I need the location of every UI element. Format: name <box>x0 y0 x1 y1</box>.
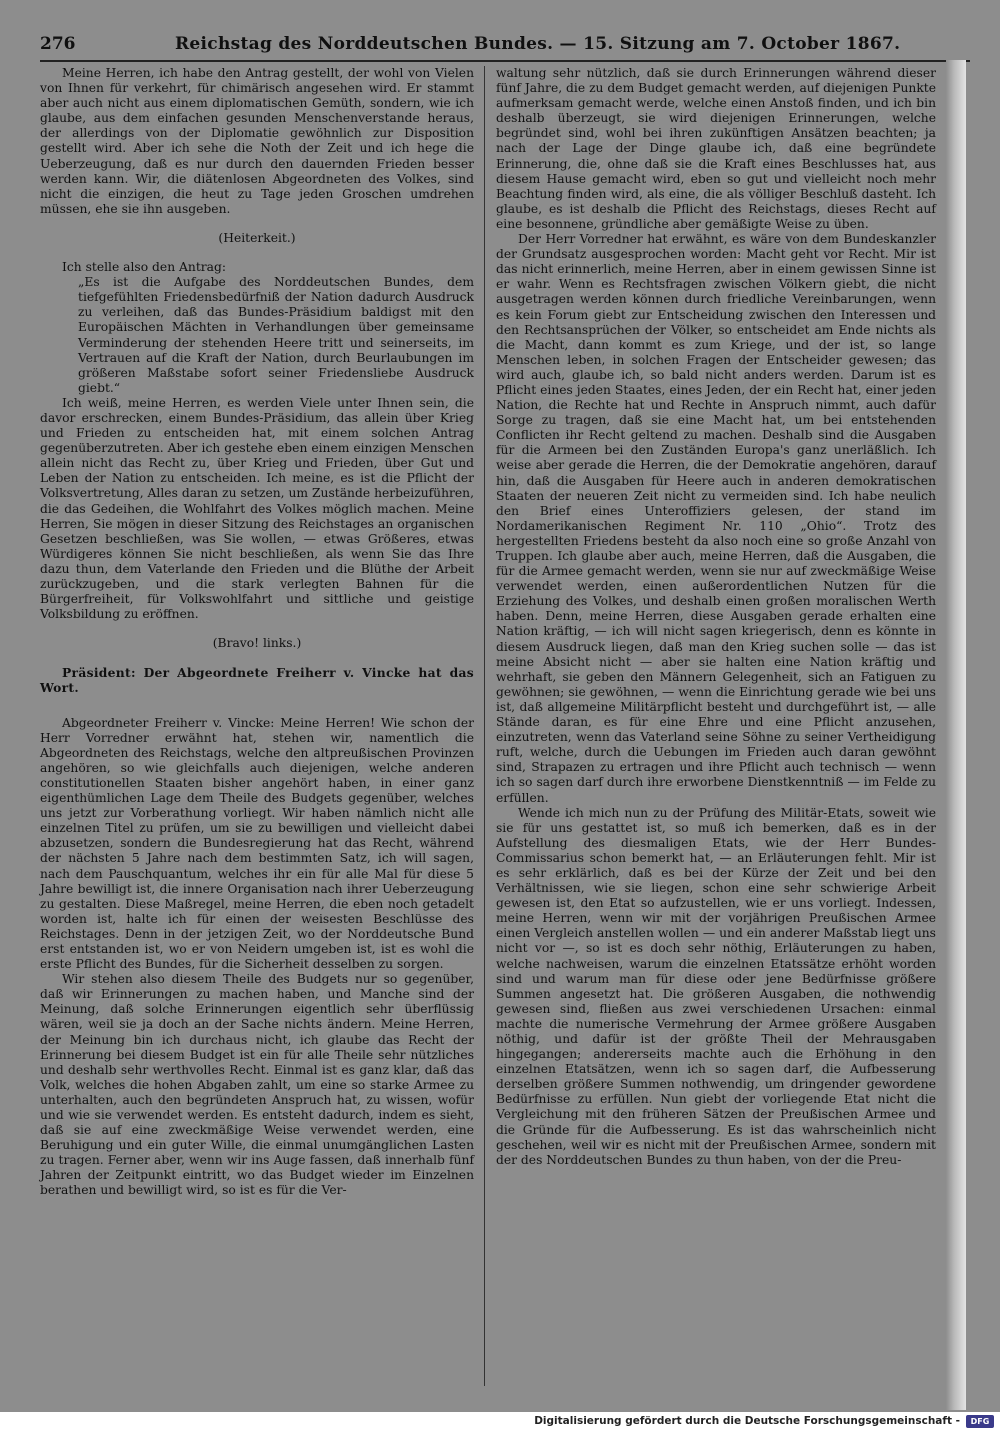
paragraph: Ich stelle also den Antrag: <box>62 260 226 275</box>
paragraph: Wir stehen also diesem Theile des Budgets nur so gegenüber, daß wir Erinnerungen zu machen haben, und Manche sind der Meinung, daß solche Erinnerungen eigentlich sehr überflüssig wären, weil sie ja doch an der Sache nichts ändern. Meine Herren, der Meinung bin ich durchaus nicht, ich glaube das Recht der Erinnerung bei diesem Budget ist ein für alle Theile sehr nützliches und deshalb sehr werthvolles Recht. Einmal ist es ganz klar, daß das Volk, welches die hohen Abgaben zahlt, um eine so starke Armee zu unterhalten, auch den begründeten Anspruch hat, zu wissen, wofür und wie sie verwendet werden. Es entsteht dadurch, indem es sieht, daß sie auf eine zweckmäßige Weise verwendet werden, eine Beruhigung und ein guter Wille, die einmal unumgänglichen Lasten zu tragen. Ferner aber, wenn wir ins Auge fassen, daß innerhalb fünf Jahren der Zeitpunkt eintritt, wo das Budget wieder im Einzelnen berathen und bewilligt wird, so ist es für die Ver- <box>40 972 474 1198</box>
president-statement: Präsident: Der Abgeordnete Freiherr v. Vincke hat das Wort. <box>40 665 474 696</box>
footer-credit: Digitalisierung gefördert durch die Deutsche Forschungsgemeinschaft - <box>534 1415 960 1427</box>
page-number: 276 <box>40 34 76 54</box>
paragraph: Meine Herren, ich habe den Antrag gestellt, der wohl von Vielen von Ihnen für verkehrt, für chimärisch angesehen wird. Er stammt aber auch nicht aus einem diplomatischen Gemüth, sondern, wie ich glaube, aus dem einfachen gesunden Menschenverstande heraus, der allerdings von der Diplomatie gewöhnlich zur Disposition gestellt wird. Aber ich sehe die Noth der Zeit und ich hege die Ueberzeugung, daß es nur durch den dauernden Frieden besser werden kann. Wir, die diätenlosen Abgeordneten des Volkes, sind nicht die einzigen, die heut zu Tage jeden Groschen umdrehen müssen, ehe sie ihn ausgeben. <box>40 66 474 216</box>
left-column <box>40 66 474 1199</box>
paragraph: Der Herr Vorredner hat erwähnt, es wäre von dem Bundeskanzler der Grundsatz ausgesprochen worden: Macht geht vor Recht. Mir ist das nicht erinnerlich, meine Herren, aber in einem gewissen Sinne ist er wahr. Wenn es Rechtsfragen zwischen Völkern giebt, die nicht ausgetragen werden können durch friedliche Vereinbarungen, wenn es kein Forum giebt zur Entscheidung zwischen den Interessen und den Rechtsansprüchen der Völker, so entscheidet am Ende nichts als die Macht, dann kommt es zum Kriege, und der ist, so lange Menschen leben, in solchen Fragen der Entscheider gewesen; das wird auch, glaube ich, so bald nicht anders werden. Darum ist es Pflicht eines jeden Staates, eines Jeden, der ein Recht hat, einer jeden Nation, die Rechte hat und Rechte in Anspruch nimmt, auch dafür Sorge zu tragen, daß sie eine Macht hat, um bei entstehenden Conflicten ihr Recht geltend zu machen. Deshalb sind die Ausgaben für die Armeen bei den Zuständen Europa's ganz unerläßlich. Ich weise aber gerade die Herren, die der Demokratie angehören, darauf hin, daß die Ausgaben für Heere auch in anderen demokratischen Staaten der neueren Zeit nicht zu vermeiden sind. Ich habe neulich den Brief eines Unteroffiziers gelesen, der stand im Nordamerikanischen Regiment Nr. 110 „Ohio“. Trotz des hergestellten Friedens besteht da also noch eine so große Anzahl von Truppen. Ich glaube aber auch, meine Herren, daß die Ausgaben, die für die Armee gemacht werden, wenn sie nur auf zweckmäßige Weise verwendet werden, einen außerordentlichen Nutzen für die Erziehung des Volkes, und deshalb einen großen moralischen Werth haben. Denn, meine Herren, diese Ausgaben gerade erhalten eine Nation kräftig, — ich will nicht sagen kriegerisch, denn es könnte in diesem Ausdruck liegen, daß man den Krieg suchen solle — das ist meine Absicht nicht — aber sie halten eine Nation kräftig und wehrhaft, sie geben den Männern Gelegenheit, sich an Fatiguen zu gewöhnen; sie gewöhnen, — wenn die Einrichtung gerade wie bei uns ist, daß allgemeine Militärpflicht besteht und durchgeführt ist, — alle Stände daran, es für eine Ehre und eine Pflicht anzusehen, einzutreten, wenn das Vaterland seine Söhne zu seiner Vertheidigung ruft, welche, durch die Uebungen im Frieden auch daran gewöhnt sind, Strapazen zu ertragen und ihre Pflicht auch technisch — wenn ich so sagen darf durch ihre erworbene Dienstkenntniß — im Felde zu erfüllen. <box>496 232 936 805</box>
footer <box>0 1412 1000 1432</box>
right-column <box>496 66 936 1168</box>
running-head: Reichstag des Norddeutschen Bundes. — 15. Sitzung am 7. October 1867. <box>175 34 901 54</box>
page-header <box>40 30 970 62</box>
paragraph: Ich weiß, meine Herren, es werden Viele unter Ihnen sein, die davor erschrecken, einem Bundes-Präsidium, das allein über Krieg und Frieden zu entscheiden hat, mit einem solchen Antrag gegenüberzutreten. Aber ich gestehe eben einem einzigen Menschen allein nicht das Recht zu, über Krieg und Frieden, über Gut und Leben der Nation zu entscheiden. Ich meine, es ist die Pflicht der Volksvertretung, Alles daran zu setzen, um Zustände herbeizuführen, die das Gedeihen, die Wohlfahrt des Volkes möglich machen. Meine Herren, Sie mögen in dieser Sitzung des Reichstages an organischen Gesetzen beschließen, was Sie wollen, — etwas Größeres, etwas Würdigeres können Sie nicht beschließen, als wenn Sie das Ihre dazu thun, dem Vaterlande den Frieden und die Blüthe der Arbeit zurückzugeben, und die stark verlegten Bahnen für die Bürgerfreiheit, für Volkswohlfahrt und sittliche und geistige Volksbildung zu eröffnen. <box>40 395 474 622</box>
paragraph: Wende ich mich nun zu der Prüfung des Militär-Etats, soweit wie sie für uns gestattet ist, so muß ich bemerken, daß es in der Aufstellung des diesmaligen Etats, wie der Herr Bundes-Commissarius schon bemerkt hat, — an Erläuterungen fehlt. Mir ist es sehr erklärlich, daß es bei der Kürze der Zeit und bei den Verhältnissen, wie sie liegen, schon eine sehr schwierige Arbeit gewesen ist, den Etat so aufzustellen, wie er uns vorliegt. Indessen, meine Herren, wenn wir mit der vorjährigen Preußischen Armee einen Vergleich anstellen wollen — und ein anderer Maßstab liegt uns nicht vor —, so ist es doch sehr nöthig, Erläuterungen zu haben, welche nachweisen, warum die einzelnen Etatssätze erhöht worden sind und warum man für diese oder jene Bedürfnisse größere Summen angesetzt hat. Die größeren Ausgaben, die nothwendig gewesen sind, fließen aus zwei verschiedenen Ursachen: einmal machte die numerische Vermehrung der Armee größere Ausgaben nöthig, und dafür ist der größte Theil der Mehrausgaben hingegangen; andererseits machte auch die Erhöhung in den einzelnen Etatsätzen, wenn ich so sagen darf, die Aufbesserung derselben größere Summen nothwendig, um dringender gewordene Bedürfnisse zu erfüllen. Nun giebt der vorliegende Etat nicht die Vergleichung mit den früheren Sätzen der Preußischen Armee und die Gründe für die Aufbesserung. Es ist das wahrscheinlich nicht geschehen, weil wir es nicht mit der Preußischen Armee, sondern mit der des Norddeutschen Bundes zu thun haben, von der die Preu- <box>496 805 936 1167</box>
interjection: (Bravo! links.) <box>212 636 302 651</box>
speech-vincke: Abgeordneter Freiherr v. Vincke: Meine Herren! Wie schon der Herr Vorredner erwähnt hat, stehen wir, namentlich die Abgeordneten des Reichstags, welche den altpreußischen Provinzen angehören, so wie gleichfalls auch diejenigen, welche anderen constitutionellen Staaten bisher angehört haben, in einer ganz eigenthümlichen Lage dem Theile des Budgets gegenüber, welches uns jetzt zur Vorberathung vorliegt. Wir haben nämlich nicht alle einzelnen Titel zu prüfen, um sie zu bewilligen und vielleicht dabei abzusetzen, sondern die Bundesregierung hat das Recht, während der nächsten 5 Jahre nach dem bestimmten Satz, ich will sagen, nach dem Pauschquantum, welches ihr ein für alle Mal für diese 5 Jahre bewilligt ist, die innere Organisation nach ihrer Ueberzeugung zu gestalten. Diese Maßregel, meine Herren, die eben noch getadelt worden ist, halte ich für einen der weisesten Beschlüsse des Reichstages. Denn in der jetzigen Zeit, wo der Norddeutsche Bund erst entstanden ist, wo er von Neidern umgeben ist, ist es wohl die erste Pflicht des Bundes, für die Sicherheit desselben zu sorgen. <box>40 715 474 972</box>
column-divider <box>484 66 485 1386</box>
page-edge <box>946 60 966 1410</box>
interjection: (Heiterkeit.) <box>218 230 296 245</box>
dfg-logo-icon: DFG <box>966 1415 994 1428</box>
motion-quote: „Es ist die Aufgabe des Norddeutschen Bundes, dem tiefgefühlten Friedensbedürfniß der Nation dadurch Ausdruck zu verleihen, daß das Bundes-Präsidium baldigst mit den Europäischen Mächten in Verhandlungen über gemeinsame Verminderung der stehenden Heere tritt und seinerseits, im Vertrauen auf die Kraft der Nation, durch Beurlaubungen im größeren Maßstabe sofort seiner Friedensliebe Ausdruck giebt.“ <box>78 275 474 395</box>
paragraph: waltung sehr nützlich, daß sie durch Erinnerungen während dieser fünf Jahre, die zu dem Budget gemacht werden, auf diejenigen Punkte aufmerksam gemacht werde, welche einen Anstoß finden, und ich bin deshalb überzeugt, sie wird diejenigen Erinnerungen, welche begründet sind, wohl bei ihren zukünftigen Ansätzen beachten; ja nach der Lage der Dinge glaube ich, daß eine begründete Erinnerung, die, ohne daß sie die Kraft eines Beschlusses hat, aus diesem Hause gemacht wird, eben so gut und vielleicht noch mehr Beachtung finden wird, als eine, die als völliger Beschluß dasteht. Ich glaube, es ist deshalb die Pflicht des Reichstags, dieses Recht auf eine besonnene, gründliche aber gemäßigte Weise zu üben. <box>496 66 936 231</box>
